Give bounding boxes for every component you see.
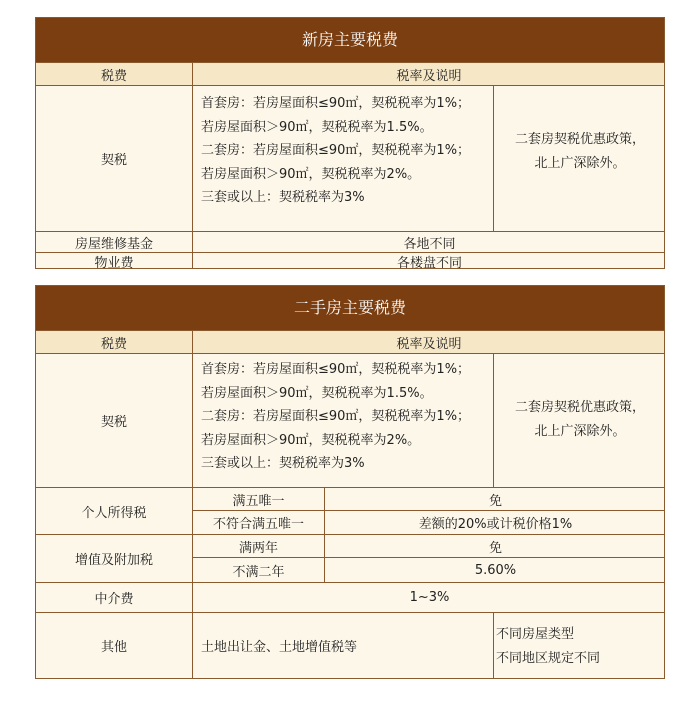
note-line: 二套房契税优惠政策， [514, 132, 645, 147]
property-fee-label: 物业费 [94, 255, 134, 271]
property-fee-value: 各楼盘不同 [396, 255, 462, 271]
new-house-tax-table [35, 17, 665, 269]
deed-tax-note [494, 128, 666, 176]
table-header [36, 330, 664, 354]
rate-line: 若房屋面积＞90㎡，契税税率为2%。 [201, 166, 421, 182]
rate-line: 三套或以上：契税税率为3% [201, 456, 365, 471]
income-tax-label: 个人所得税 [81, 505, 147, 521]
note-divider [493, 613, 494, 678]
header-rate: 税率及说明 [396, 68, 462, 84]
deed-tax-note [494, 396, 666, 444]
repair-fund-label: 房屋维修基金 [74, 236, 153, 252]
note-line: 北上广深除外。 [534, 424, 626, 439]
vat-value-1: 免 [488, 540, 502, 556]
table-header [36, 62, 664, 86]
rate-line: 若房屋面积＞90㎡，契税税率为1.5%。 [201, 119, 433, 135]
deed-tax-rates [201, 358, 470, 476]
vat-label: 增值及附加税 [74, 553, 153, 568]
repair-fund-value: 各地不同 [403, 236, 456, 252]
table-title: 二手房主要税费 [36, 286, 664, 330]
other-note [496, 623, 600, 671]
agency-fee-value: 1~3% [409, 590, 450, 605]
note-line: 不同房屋类型 [496, 627, 575, 642]
other-value: 土地出让金、土地增值税等 [201, 640, 358, 655]
header-fee: 税费 [100, 68, 127, 84]
deed-tax-label: 契税 [100, 152, 127, 168]
vat-value-2: 5.60% [474, 562, 517, 578]
income-tax-cond-2: 不符合满五唯一 [212, 517, 304, 532]
other-label: 其他 [100, 640, 127, 655]
agency-fee-label: 中介费 [94, 592, 134, 607]
rate-line: 若房屋面积＞90㎡，契税税率为1.5%。 [201, 385, 433, 401]
deed-tax-rates [201, 92, 470, 210]
deed-tax-label: 契税 [100, 414, 127, 430]
income-tax-value-1: 免 [488, 493, 502, 509]
vat-cond-2: 不满二年 [232, 564, 285, 580]
rate-line: 若房屋面积＞90㎡，契税税率为2%。 [201, 432, 421, 448]
note-line: 北上广深除外。 [534, 156, 626, 171]
header-rate: 税率及说明 [396, 336, 462, 352]
vat-cond-1: 满两年 [238, 540, 278, 556]
rate-line: 首套房：若房屋面积≤90㎡，契税税率为1%； [201, 96, 471, 111]
note-line: 不同地区规定不同 [496, 651, 601, 666]
table-title: 新房主要税费 [36, 18, 664, 62]
rate-line: 二套房：若房屋面积≤90㎡，契税税率为1%； [201, 143, 471, 158]
income-tax-value-2: 差额的20%或计税价格1% [418, 517, 573, 532]
note-line: 二套房契税优惠政策， [514, 400, 645, 415]
income-tax-cond-1: 满五唯一 [232, 493, 285, 509]
rate-line: 首套房：若房屋面积≤90㎡，契税税率为1%； [201, 362, 471, 377]
header-fee: 税费 [100, 336, 127, 352]
rate-line: 二套房：若房屋面积≤90㎡，契税税率为1%； [201, 409, 471, 424]
rate-line: 三套或以上：契税税率为3% [201, 190, 365, 205]
second-hand-tax-table [35, 285, 665, 679]
